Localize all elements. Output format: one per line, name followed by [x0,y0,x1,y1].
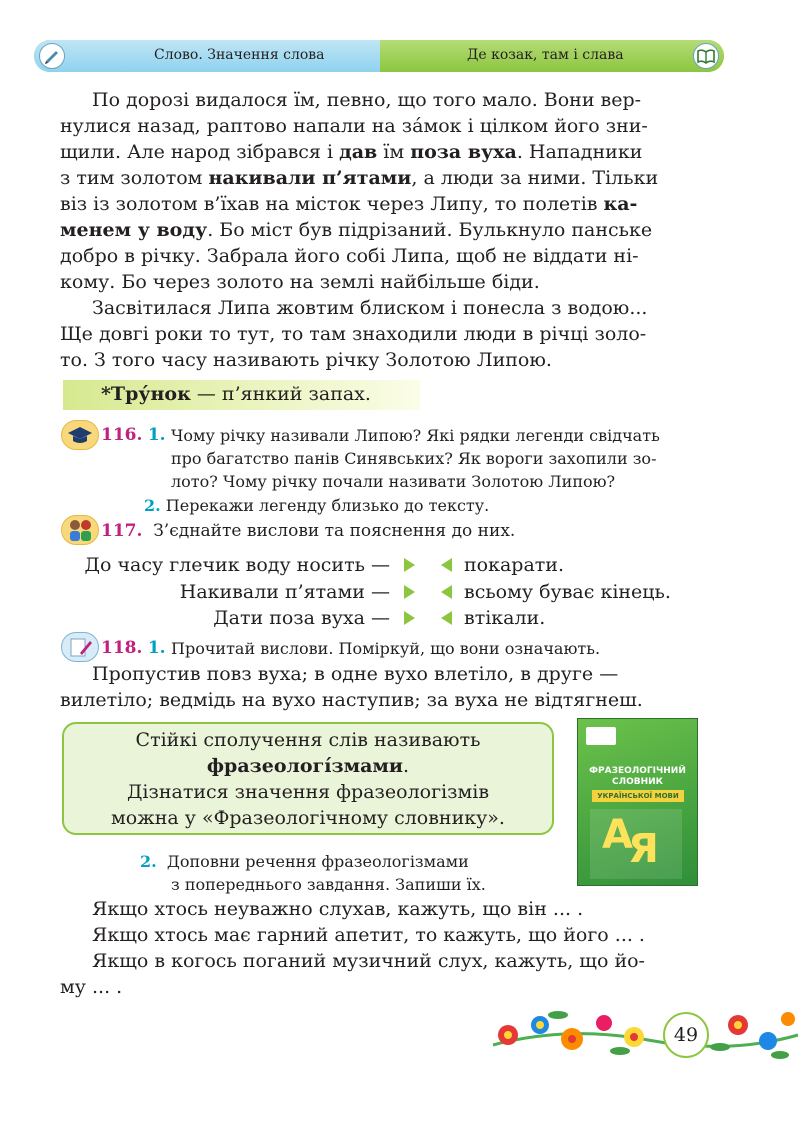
arrow-left-icon[interactable] [441,585,452,599]
header-left-title: Слово. Значення слова [154,47,325,63]
text-line: то. З того часу називають річку Золотою Липою. [60,349,552,371]
story-paragraph-2 [60,295,700,373]
text-line: Якщо в когось поганий музичний слух, кажуть, що йо- [92,950,645,972]
bold-phrase: поза вуха [410,141,517,163]
bold-phrase: ка- [603,193,638,215]
match-right-1: покарати. [464,554,565,576]
task-118-examples [60,661,700,713]
bold-phrase: накивали п’ятами [208,167,412,189]
glossary-term: *Тру́нок [101,383,191,405]
text-line: Пропустив повз вуха; в одне вухо влетіло, в друге — [92,663,619,685]
dictionary-subtitle: УКРАЇНСЬКОЇ МОВИ [592,790,684,802]
dictionary-title: ФРАЗЕОЛОГІЧНИЙ СЛОВНИК [589,766,686,787]
rule-line-2: фразеологі́змами. [206,755,410,777]
text-line: менем у воду. Бо міст був підрізаний. Булькнуло панське [60,219,653,241]
text-line: Чому річку називали Липою? Які рядки легенди свідчать [171,426,660,445]
match-left-2: Накивали п’ятами — [179,581,390,603]
arrow-right-icon[interactable] [404,585,415,599]
arrow-left-icon[interactable] [441,611,452,625]
rule-line-3: Дізнатися значення фразеологізмів [126,781,490,803]
publisher-logo [586,727,616,745]
rule-line-1: Стійкі сполучення слів називають [135,729,481,751]
text-line: му ... . [60,976,123,998]
rule-line-4: можна у «Фразеологічному словнику». [111,807,505,829]
text-line: нулися назад, раптово напали на за́мок і цілком його зни- [60,115,648,137]
graduation-cap-icon [61,420,99,450]
task-117: 117. З’єднайте вислови та пояснення до них. [101,521,516,541]
arrow-left-icon[interactable] [441,558,452,572]
book-icon [693,43,719,69]
task-118-part-2: 2. Доповни речення фразеологізмами з попереднього завдання. Запиши їх. [140,852,486,894]
bold-phrase: менем у воду [60,219,208,241]
glossary-note [101,383,371,405]
bold-phrase: дав [339,141,378,163]
arrow-right-icon[interactable] [404,558,415,572]
text-line: вилетіло; ведмідь на вухо наступив; за вуха не відтягнеш. [60,689,643,711]
task-116-part-2: 2. Перекажи легенду близько до тексту. [144,496,490,515]
text-line: щили. Але народ зібрався і дав їм поза вуха. Нападники [60,141,643,163]
page-number: 49 [663,1012,709,1058]
text-line: По дорозі видалося їм, певно, що того мало. Вони вер- [92,89,642,111]
match-right-2: всьому буває кінець. [464,581,671,603]
text-line: віз із золотом в’їхав на місток через Липу, то полетів ка- [60,193,638,215]
text-line: добро в річку. Забрала його собі Липа, щоб не віддати ні- [60,245,639,267]
task-118-text: Прочитай вислови. Поміркуй, що вони означають. [171,639,601,658]
dictionary-letter-ya: Я [628,826,659,872]
task-118-number: 118. 1. [101,638,166,658]
glossary-definition: — п’янкий запах. [190,383,371,405]
header-right-title: Де козак, там і слава [467,47,624,63]
fill-in-sentences [60,896,700,1000]
story-paragraph-1 [60,87,700,295]
match-left-1: До часу глечик воду носить — [84,554,390,576]
match-right-3: втікали. [464,607,546,629]
children-icon [61,515,99,545]
task-116-text [171,424,660,493]
task-116-number: 116. 1. [101,425,166,445]
dictionary-letter-a: А [602,812,633,858]
floral-ornament [488,995,800,1065]
arrow-right-icon[interactable] [404,611,415,625]
text-line: Ще довгі роки то тут, то там знаходили люди в річці золо- [60,323,647,345]
text-line: Засвітилася Липа жовтим блиском і понесла з водою... [92,297,648,319]
header-bar [34,40,724,72]
text-line: кому. Бо через золото на землі найбільше біди. [60,271,540,293]
text-line: лото? Чому річку почали називати Золотою Липою? [171,472,616,491]
pen-icon [39,43,65,69]
text-line: з тим золотом накивали п’ятами, а люди за ними. Тільки [60,167,659,189]
text-line: про багатство панів Синявських? Як вороги захопили зо- [171,449,657,468]
text-line: Якщо хтось неуважно слухав, кажуть, що він ... . [92,898,584,920]
match-left-3: Дати поза вуха — [213,607,390,629]
text-line: Якщо хтось має гарний апетит, то кажуть, що його ... . [92,924,645,946]
pencil-paper-icon [61,632,99,662]
